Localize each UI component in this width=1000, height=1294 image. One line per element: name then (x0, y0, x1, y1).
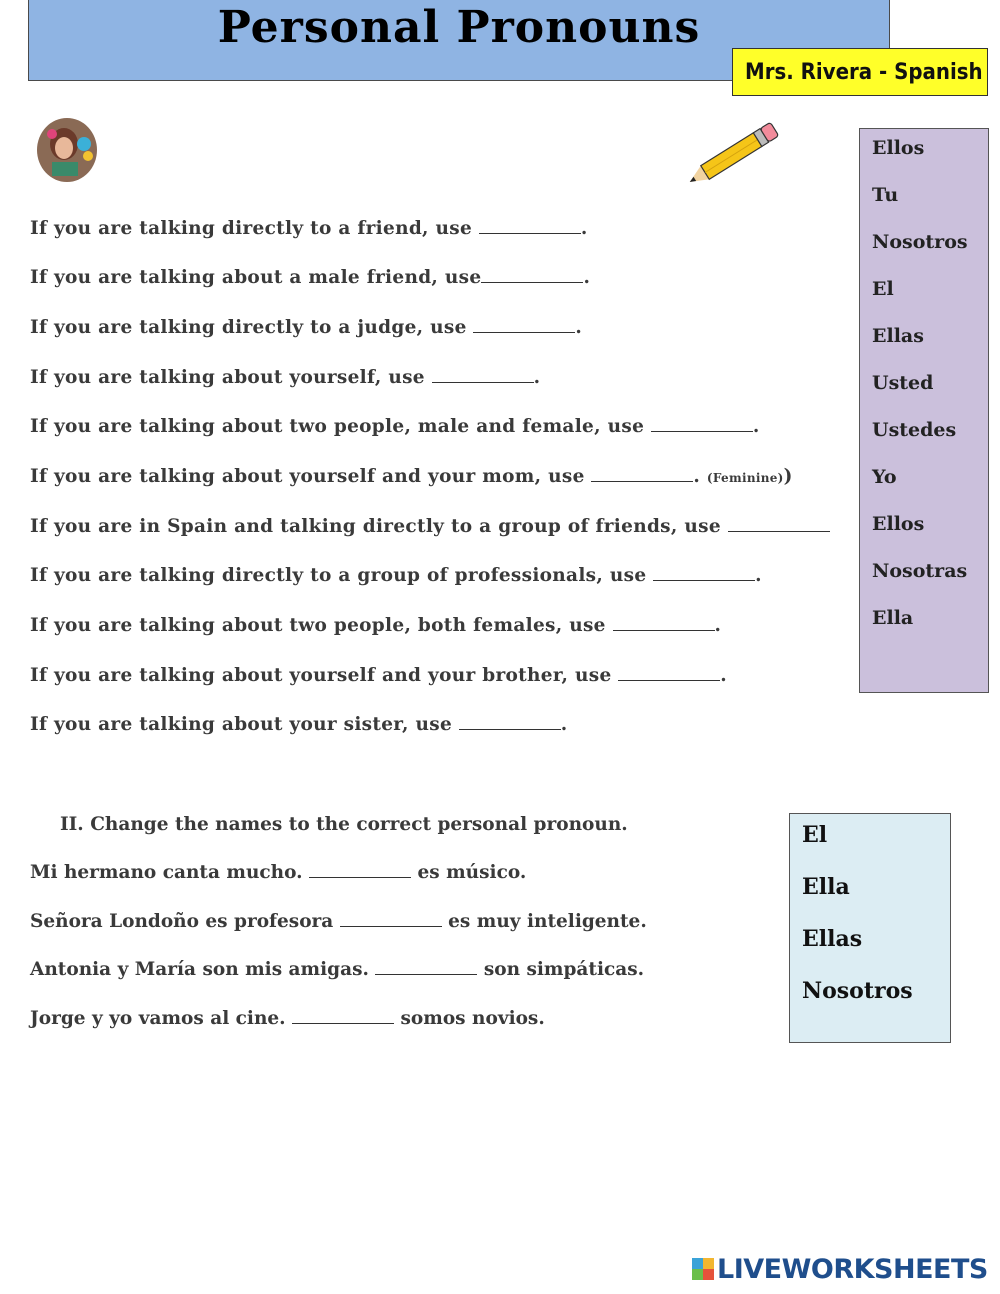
answer-blank[interactable] (481, 268, 583, 283)
answer-blank[interactable] (618, 666, 720, 681)
answer-blank[interactable] (292, 1009, 394, 1024)
word-bank-2 (789, 813, 951, 1043)
answer-blank[interactable] (728, 517, 830, 532)
word-bank-item[interactable]: Tu (872, 184, 899, 206)
sentence-4: Jorge y yo vamos al cine. somos novios. (30, 1008, 545, 1029)
word-bank-item[interactable]: Ustedes (872, 419, 957, 441)
sentence-2: Señora Londoño es profesora es muy inteligente. (30, 911, 647, 932)
word-bank-item[interactable]: Usted (872, 372, 934, 394)
word-bank-item[interactable]: Nosotros (872, 231, 968, 253)
sentence-1: Mi hermano canta mucho. es músico. (30, 862, 527, 883)
word-bank-item[interactable]: Ella (872, 607, 914, 629)
question-7: If you are in Spain and talking directly to a group of friends, use (30, 516, 830, 537)
answer-blank[interactable] (309, 863, 411, 878)
word-bank (859, 128, 989, 693)
answer-blank[interactable] (613, 616, 715, 631)
liveworksheets-logo[interactable] (692, 1254, 988, 1284)
word-bank-item[interactable]: Nosotros (802, 978, 913, 1004)
sentence-3: Antonia y María son mis amigas. son simpáticas. (30, 959, 645, 980)
word-bank-item[interactable]: Ellas (872, 325, 924, 347)
word-bank-item[interactable]: Ellas (802, 926, 863, 952)
question-4: If you are talking about yourself, use . (30, 367, 541, 388)
answer-blank[interactable] (651, 417, 753, 432)
question-10: If you are talking about yourself and your brother, use . (30, 665, 728, 686)
page-title: Personal Pronouns (217, 2, 701, 53)
answer-blank[interactable] (473, 318, 575, 333)
question-8: If you are talking directly to a group of professionals, use . (30, 565, 762, 586)
answer-blank[interactable] (591, 467, 693, 482)
teacher-label: Mrs. Rivera - Spanish (732, 48, 988, 96)
section-2-heading: II. Change the names to the correct personal pronoun. (60, 814, 628, 835)
word-bank-item[interactable]: El (872, 278, 894, 300)
brand-name: LIVEWORKSHEETS (717, 1253, 988, 1285)
answer-blank[interactable] (432, 368, 534, 383)
word-bank-item[interactable]: Ella (802, 874, 850, 900)
avatar-image (34, 114, 100, 184)
question-2: If you are talking about a male friend, use . (30, 267, 591, 288)
question-9: If you are talking about two people, both females, use . (30, 615, 722, 636)
answer-blank[interactable] (459, 715, 561, 730)
question-6: If you are talking about yourself and your mom, use . (Feminine)) (30, 466, 793, 487)
word-bank-item[interactable]: Yo (872, 466, 897, 488)
answer-blank[interactable] (653, 566, 755, 581)
pencil-icon (678, 120, 788, 190)
word-bank-item[interactable]: Ellos (872, 137, 925, 159)
logo-icon (692, 1258, 714, 1280)
word-bank-item[interactable]: Nosotras (872, 560, 968, 582)
question-1: If you are talking directly to a friend, use . (30, 218, 588, 239)
answer-blank[interactable] (375, 960, 477, 975)
answer-blank[interactable] (479, 219, 581, 234)
word-bank-item[interactable]: El (802, 822, 828, 848)
question-3: If you are talking directly to a judge, use . (30, 317, 583, 338)
question-5: If you are talking about two people, male and female, use . (30, 416, 760, 437)
question-11: If you are talking about your sister, use . (30, 714, 568, 735)
word-bank-item[interactable]: Ellos (872, 513, 925, 535)
answer-blank[interactable] (340, 912, 442, 927)
